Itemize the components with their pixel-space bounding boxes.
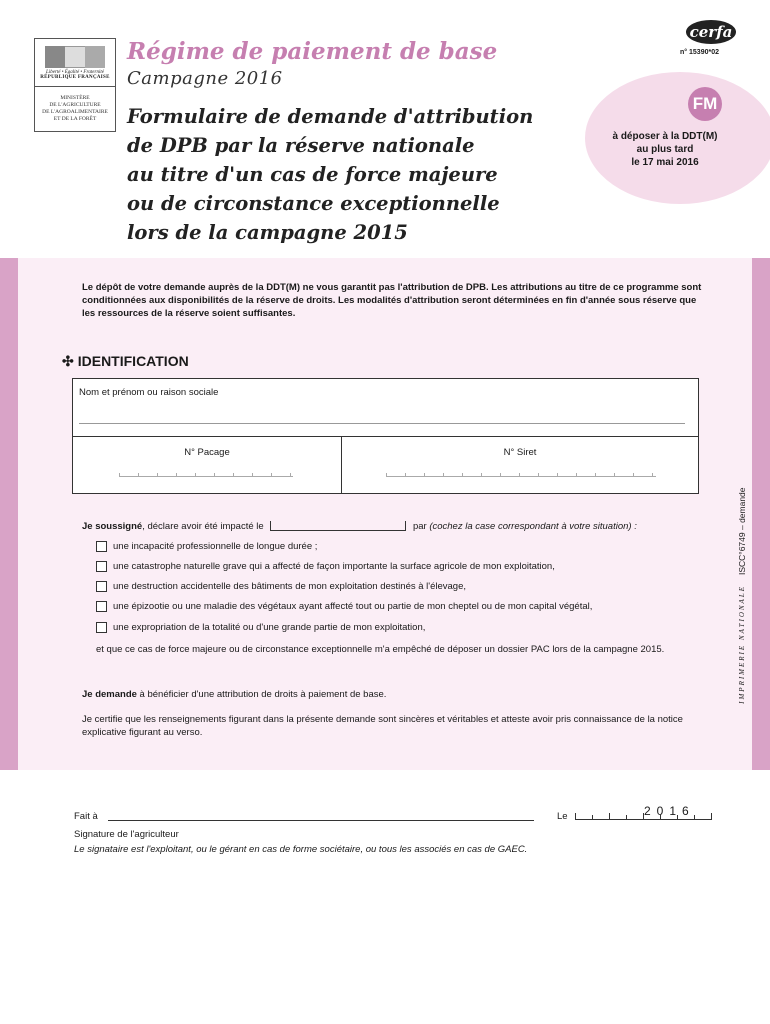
marianne-icon bbox=[45, 46, 105, 68]
republic-label: RÉPUBLIQUE FRANÇAISE bbox=[40, 74, 110, 80]
campaign-label: Campagne 2016 bbox=[127, 68, 283, 89]
ministry-label: MINISTÈRE DE L'AGRICULTURE DE L'AGROALIMENTAIRE ET DE LA FORÊT bbox=[42, 95, 108, 122]
option-checkbox[interactable] bbox=[96, 561, 107, 572]
siret-cell bbox=[341, 437, 698, 494]
date-label: Le bbox=[557, 811, 568, 822]
notice-text: Le dépôt de votre demande auprès de la DDT(M) ne vous garantit pas l'attribution de DPB. Les attributions au titre de ce programme sont conditionnées aux disponibilités de la réserve de droits. Les modalités d'attribution seront déterminées en fin d'année sous réserve que les ressources de la réserve soient suffisantes. bbox=[82, 282, 702, 319]
fm-badge: FM bbox=[688, 87, 722, 121]
option-checkbox[interactable] bbox=[96, 622, 107, 633]
identification-box bbox=[72, 378, 699, 494]
motto: Liberté • Égalité • Fraternité bbox=[46, 69, 104, 75]
option-row: une incapacité professionnelle de longue durée ; bbox=[96, 541, 317, 552]
option-checkbox[interactable] bbox=[96, 541, 107, 552]
option-checkbox[interactable] bbox=[96, 601, 107, 612]
option-row: une destruction accidentelle des bâtiments de mon exploitation destinés à l'élevage, bbox=[96, 581, 466, 592]
place-label: Fait à bbox=[74, 811, 98, 822]
printer-label: IMPRIMERIE NATIONALE bbox=[738, 585, 746, 704]
option-row: une catastrophe naturelle grave qui a affecté de façon importante la surface agricole de mon exploitation, bbox=[96, 561, 555, 572]
declaration-intro: Je soussigné, déclare avoir été impacté le par (cochez la case correspondant à votre situation) : bbox=[82, 521, 637, 532]
form-reference: ISCC°6749 – demande bbox=[737, 487, 747, 575]
cerfa-logo: cerfa bbox=[686, 20, 736, 44]
option-checkbox[interactable] bbox=[96, 581, 107, 592]
siret-label: N° Siret bbox=[503, 447, 537, 458]
signature-label: Signature de l'agriculteur bbox=[74, 829, 179, 840]
identification-heading: ✣ IDENTIFICATION bbox=[62, 353, 189, 369]
page-title: Régime de paiement de base bbox=[127, 38, 498, 65]
certify-text: Je certifie que les renseignements figurant dans la présente demande sont sincères et véritables et atteste avoir pris connaissance de la notice explicative figurant au verso. bbox=[82, 714, 683, 738]
cerfa-number: n° 15390*02 bbox=[680, 49, 719, 56]
request-text: Je demande à bénéficier d'une attribution de droits à paiement de base. bbox=[82, 689, 387, 700]
name-field[interactable] bbox=[79, 423, 685, 424]
signature-note: Le signataire est l'exploitant, ou le gérant en cas de forme sociétaire, ou tous les associés en cas de GAEC. bbox=[74, 844, 528, 855]
consequence-text: et que ce cas de force majeure ou de circonstance exceptionnelle m'a empêché de déposer un dossier PAC lors de la campagne 2015. bbox=[96, 644, 665, 655]
option-row: une expropriation de la totalité ou d'une grande partie de mon exploitation, bbox=[96, 622, 425, 633]
pacage-cell bbox=[73, 437, 341, 494]
place-field[interactable] bbox=[108, 820, 534, 821]
deposit-deadline: à déposer à la DDT(M) au plus tard le 17 mai 2016 bbox=[612, 131, 718, 168]
cross-icon: ✣ bbox=[62, 353, 74, 369]
form-title: Formulaire de demande d'attribution de DPB par la réserve nationale au titre d'un cas de force majeure ou de circonstance exceptionnelle lors de la campagne 2015 bbox=[127, 105, 534, 244]
option-row: une épizootie ou une maladie des végétaux ayant affecté tout ou partie de mon cheptel ou de mon capital végétal, bbox=[96, 601, 592, 612]
siret-field[interactable] bbox=[386, 467, 656, 477]
impact-date-field[interactable] bbox=[270, 521, 406, 531]
year-value: 2016 bbox=[644, 804, 695, 818]
name-label: Nom et prénom ou raison sociale bbox=[79, 387, 219, 398]
marianne-logo bbox=[34, 38, 116, 132]
pacage-label: N° Pacage bbox=[184, 447, 230, 458]
pacage-field[interactable] bbox=[119, 467, 293, 477]
